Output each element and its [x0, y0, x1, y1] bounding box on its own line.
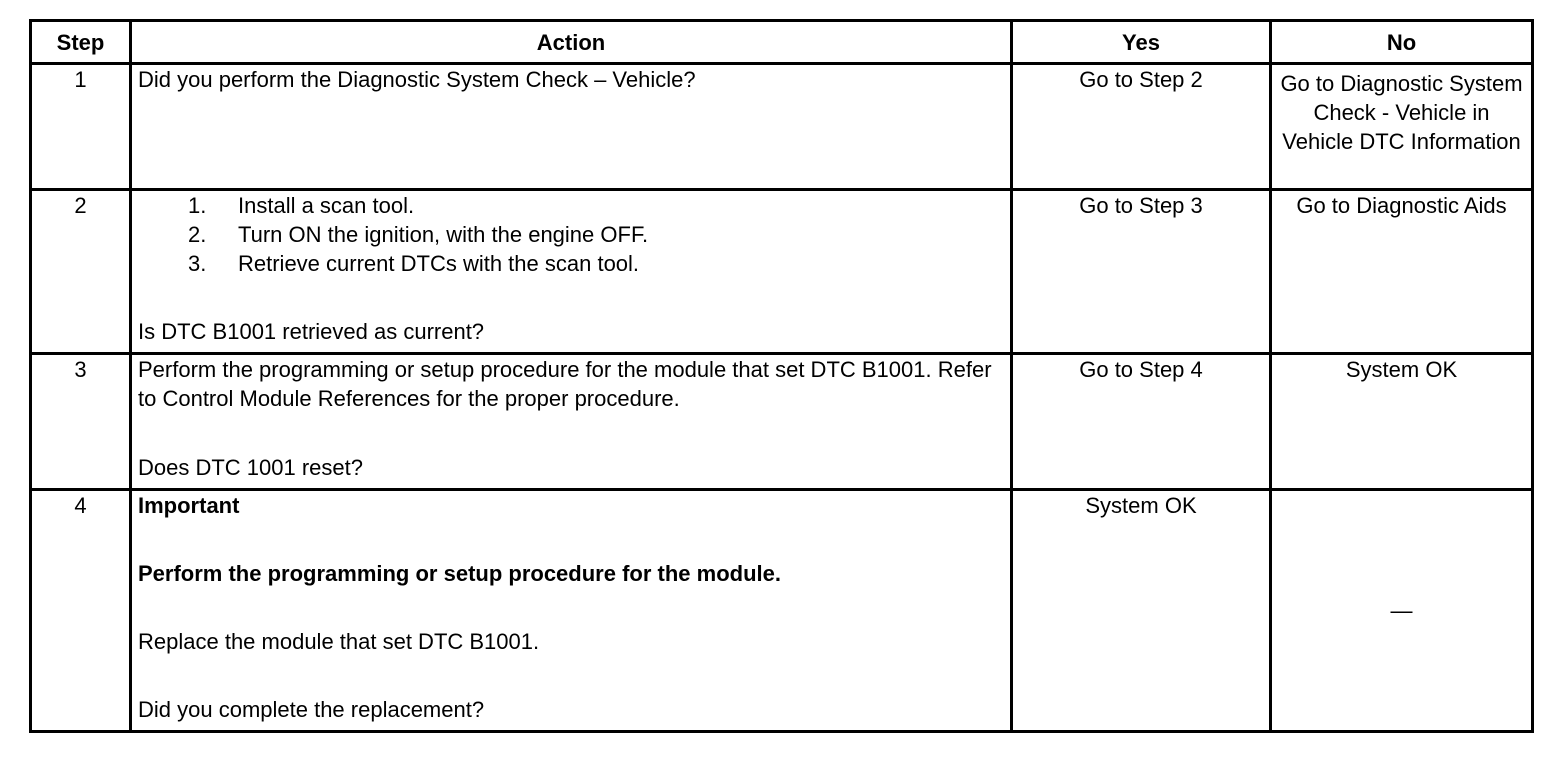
instruction-number: 1.	[188, 193, 207, 218]
action-question: Did you complete the replacement?	[138, 697, 485, 722]
step-number: 1	[31, 64, 131, 190]
no-result: Go to Diagnostic Aids	[1271, 190, 1533, 354]
instruction-text: Turn ON the ignition, with the engine OFF.	[238, 222, 649, 247]
header-action: Action	[131, 21, 1012, 64]
yes-result: Go to Step 3	[1012, 190, 1271, 354]
step-number: 2	[31, 190, 131, 354]
action-question: Does DTC 1001 reset?	[138, 455, 363, 480]
action-cell	[131, 354, 1012, 490]
table-row	[31, 64, 1533, 190]
action-question: Is DTC B1001 retrieved as current?	[138, 319, 485, 344]
no-result: Go to Diagnostic System Check - Vehicle in Vehicle DTC Information	[1271, 64, 1533, 190]
header-no: No	[1271, 21, 1533, 64]
instruction-number: 3.	[188, 251, 207, 276]
header-yes: Yes	[1012, 21, 1271, 64]
important-note: Perform the programming or setup procedure for the module.	[138, 561, 781, 586]
yes-result: Go to Step 2	[1012, 64, 1271, 190]
no-result: System OK	[1271, 354, 1533, 490]
table-row	[31, 354, 1533, 490]
instruction-number: 2.	[188, 222, 207, 247]
action-instruction: Replace the module that set DTC B1001.	[138, 629, 540, 654]
instruction-item	[188, 249, 1004, 278]
action-cell	[131, 490, 1012, 732]
table-row	[31, 190, 1533, 354]
header-step: Step	[31, 21, 131, 64]
instruction-list	[138, 191, 1004, 278]
instruction-text: Retrieve current DTCs with the scan tool.	[238, 251, 640, 276]
action-instruction: Perform the programming or setup procedure for the module that set DTC B1001. Refer to Control Module References for the proper procedure.	[138, 357, 992, 411]
yes-result: System OK	[1012, 490, 1271, 732]
instruction-text: Install a scan tool.	[238, 193, 415, 218]
no-result: —	[1271, 490, 1533, 732]
instruction-item	[188, 220, 1004, 249]
action-cell	[131, 64, 1012, 190]
important-label: Important	[138, 493, 240, 518]
action-question: Did you perform the Diagnostic System Check – Vehicle?	[138, 67, 696, 92]
table-row	[31, 490, 1533, 732]
table-header-row	[31, 21, 1533, 64]
step-number: 4	[31, 490, 131, 732]
yes-result: Go to Step 4	[1012, 354, 1271, 490]
diagnostic-table	[29, 19, 1534, 733]
instruction-item	[188, 191, 1004, 220]
action-cell	[131, 190, 1012, 354]
step-number: 3	[31, 354, 131, 490]
